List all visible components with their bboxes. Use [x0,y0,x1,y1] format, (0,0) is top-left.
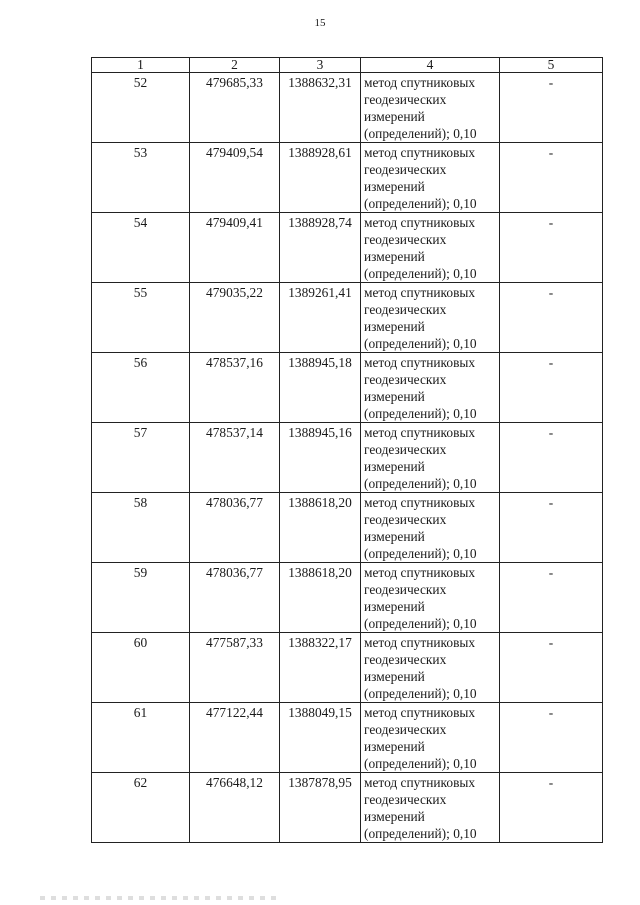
method-line: метод спутниковых [364,495,476,510]
coordinate-x: 478036,77 [190,563,280,633]
method-line: геодезических [364,512,447,527]
table-body [92,73,603,843]
coordinates-table [91,57,603,843]
method-line: геодезических [364,792,447,807]
point-description: - [500,143,603,213]
method-line: метод спутниковых [364,285,476,300]
coordinate-y: 1388632,31 [280,73,361,143]
table-row [92,283,603,353]
method-line: измерений [364,459,425,474]
header-col-1: 1 [92,58,190,73]
point-description: - [500,773,603,843]
scan-artifact [40,896,280,900]
coordinate-y: 1388945,16 [280,423,361,493]
method-line: метод спутниковых [364,775,476,790]
coordinate-x: 479685,33 [190,73,280,143]
table-row [92,423,603,493]
method-description [361,563,500,633]
coordinate-y: 1388618,20 [280,493,361,563]
method-line: (определений); 0,10 [364,686,477,701]
point-number: 52 [92,73,190,143]
coordinate-x: 477587,33 [190,633,280,703]
method-description [361,283,500,353]
coordinate-x: 478537,14 [190,423,280,493]
method-line: измерений [364,809,425,824]
coordinate-y: 1388928,61 [280,143,361,213]
method-line: геодезических [364,722,447,737]
method-description [361,73,500,143]
coordinate-x: 478537,16 [190,353,280,423]
method-line: геодезических [364,162,447,177]
table-header [92,58,603,73]
method-line: измерений [364,109,425,124]
method-line: (определений); 0,10 [364,406,477,421]
method-line: метод спутниковых [364,75,476,90]
method-description [361,493,500,563]
method-description [361,773,500,843]
point-number: 57 [92,423,190,493]
method-line: метод спутниковых [364,145,476,160]
method-line: метод спутниковых [364,215,476,230]
point-description: - [500,563,603,633]
method-line: измерений [364,669,425,684]
coordinate-x: 479035,22 [190,283,280,353]
method-line: (определений); 0,10 [364,826,477,841]
coordinate-x: 479409,41 [190,213,280,283]
point-description: - [500,703,603,773]
method-line: геодезических [364,442,447,457]
table-row [92,213,603,283]
header-col-2: 2 [190,58,280,73]
coordinate-y: 1388928,74 [280,213,361,283]
method-line: метод спутниковых [364,355,476,370]
method-line: (определений); 0,10 [364,266,477,281]
point-number: 62 [92,773,190,843]
method-line: геодезических [364,372,447,387]
method-description [361,353,500,423]
method-line: (определений); 0,10 [364,336,477,351]
method-line: измерений [364,739,425,754]
coordinate-y: 1388322,17 [280,633,361,703]
header-col-3: 3 [280,58,361,73]
coordinate-y: 1387878,95 [280,773,361,843]
point-description: - [500,633,603,703]
point-number: 56 [92,353,190,423]
coordinate-y: 1388049,15 [280,703,361,773]
method-line: (определений); 0,10 [364,616,477,631]
point-number: 55 [92,283,190,353]
point-number: 59 [92,563,190,633]
coordinate-y: 1389261,41 [280,283,361,353]
method-line: измерений [364,389,425,404]
method-description [361,213,500,283]
method-line: геодезических [364,302,447,317]
point-description: - [500,73,603,143]
method-line: (определений); 0,10 [364,126,477,141]
point-number: 61 [92,703,190,773]
table-row [92,633,603,703]
method-line: метод спутниковых [364,635,476,650]
method-line: (определений); 0,10 [364,196,477,211]
coordinate-y: 1388618,20 [280,563,361,633]
method-line: измерений [364,249,425,264]
point-description: - [500,213,603,283]
table-row [92,773,603,843]
page-number: 15 [314,17,326,29]
point-number: 58 [92,493,190,563]
point-description: - [500,423,603,493]
coordinate-x: 478036,77 [190,493,280,563]
point-description: - [500,353,603,423]
point-description: - [500,493,603,563]
point-number: 60 [92,633,190,703]
point-number: 54 [92,213,190,283]
table-row [92,703,603,773]
method-description [361,423,500,493]
table-row [92,143,603,213]
coordinate-y: 1388945,18 [280,353,361,423]
point-number: 53 [92,143,190,213]
method-line: (определений); 0,10 [364,476,477,491]
method-line: (определений); 0,10 [364,546,477,561]
method-line: геодезических [364,652,447,667]
method-line: измерений [364,179,425,194]
method-description [361,633,500,703]
header-row [92,58,603,73]
coordinate-x: 479409,54 [190,143,280,213]
coordinate-x: 477122,44 [190,703,280,773]
header-col-5: 5 [500,58,603,73]
method-line: метод спутниковых [364,425,476,440]
method-line: геодезических [364,232,447,247]
method-line: метод спутниковых [364,565,476,580]
method-line: измерений [364,599,425,614]
point-description: - [500,283,603,353]
table-row [92,353,603,423]
table-row [92,73,603,143]
method-line: измерений [364,319,425,334]
method-line: геодезических [364,92,447,107]
method-line: измерений [364,529,425,544]
method-description [361,143,500,213]
method-description [361,703,500,773]
coordinate-x: 476648,12 [190,773,280,843]
table-row [92,493,603,563]
method-line: метод спутниковых [364,705,476,720]
method-line: геодезических [364,582,447,597]
table-row [92,563,603,633]
header-col-4: 4 [361,58,500,73]
method-line: (определений); 0,10 [364,756,477,771]
